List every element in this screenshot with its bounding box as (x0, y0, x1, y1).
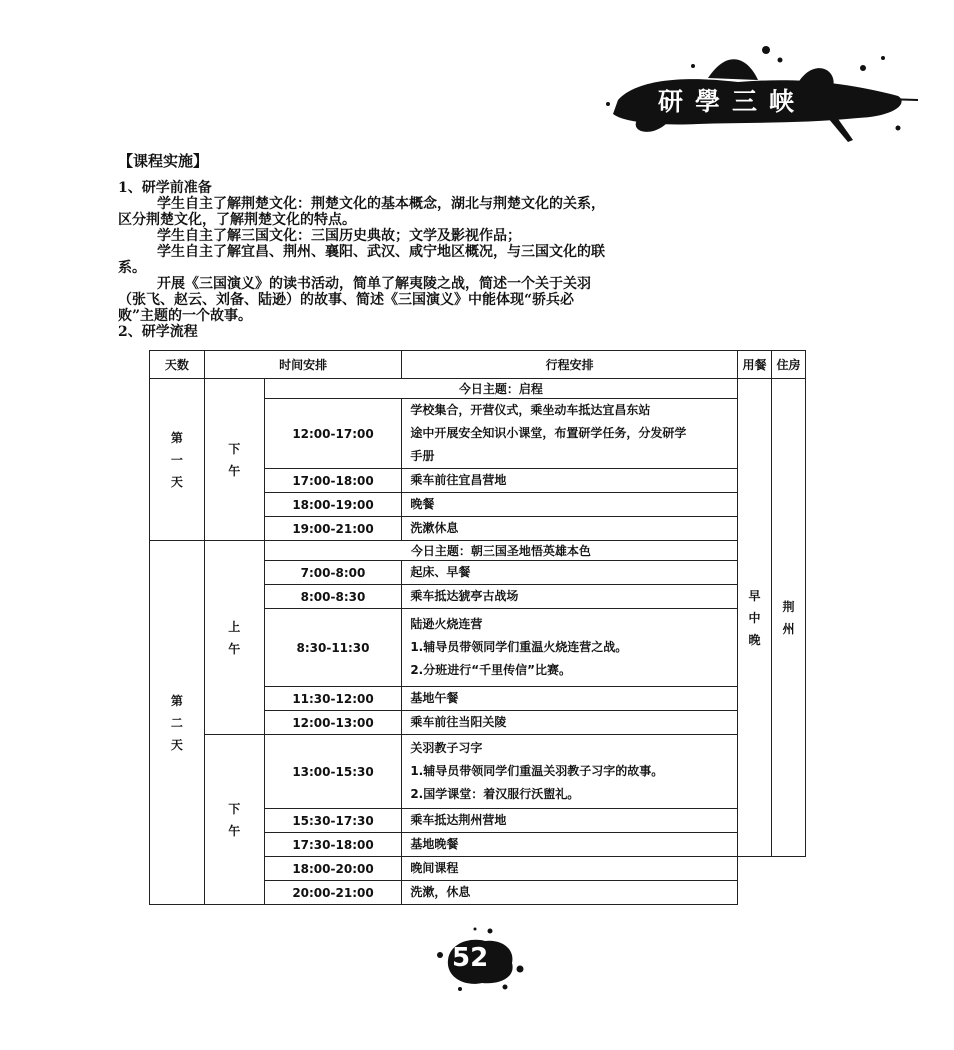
prep-line: 系。 (118, 260, 146, 276)
day2-label (150, 541, 205, 905)
header-day: 天数 (150, 351, 205, 379)
day2-afternoon-period (204, 735, 264, 905)
activity-line: 陆逊火烧连营 (410, 617, 483, 631)
day2-theme: 今日主题：朝三国圣地悟英雄本色 (264, 541, 737, 561)
prep-line: 学生自主了解荆楚文化：荆楚文化的基本概念，湖北与荆楚文化的关系， (157, 196, 605, 212)
meals-cell (738, 379, 772, 857)
header-meals: 用餐 (738, 351, 772, 379)
time-cell: 19:00-21:00 (264, 517, 402, 541)
activity-cell: 晚间课程 (402, 857, 738, 881)
activity-line: 关羽教子习字 (410, 741, 483, 755)
header-time: 时间安排 (204, 351, 401, 379)
brand-title: 研學三峡 (658, 87, 807, 116)
time-cell: 8:30-11:30 (264, 609, 402, 687)
brand-banner (598, 38, 928, 148)
day2-morning-period (204, 541, 264, 735)
meals-text: 早中晚 (748, 588, 761, 647)
prep-line: 学生自主了解宜昌、荆州、襄阳、武汉、咸宁地区概况，与三国文化的联 (157, 244, 605, 260)
schedule-table (149, 350, 806, 905)
lodging-text: 荆州 (782, 599, 795, 636)
day1-label-text: 第一天 (170, 430, 183, 489)
header-itinerary: 行程安排 (402, 351, 738, 379)
activity-line: 2.国学课堂：着汉服行沃盥礼。 (410, 787, 580, 801)
activity-line: 1.辅导员带领同学们重温关羽教子习字的故事。 (410, 764, 664, 778)
time-cell: 7:00-8:00 (264, 561, 402, 585)
lodging-cell (772, 379, 806, 857)
day2-label-text: 第二天 (170, 693, 183, 752)
day2-afternoon-text: 下午 (228, 801, 241, 838)
prep-line: 区分荆楚文化，了解荆楚文化的特点。 (118, 212, 356, 228)
prep-line: 开展《三国演义》的读书活动，简单了解夷陵之战，简述一个关于关羽 (157, 276, 591, 292)
activity-cell: 基地午餐 (402, 687, 738, 711)
table-row (150, 379, 806, 399)
time-cell: 18:00-19:00 (264, 493, 402, 517)
activity-line: 途中开展安全知识小课堂，布置研学任务，分发研学 (410, 426, 687, 440)
time-cell: 12:00-13:00 (264, 711, 402, 735)
table-header-row (150, 351, 806, 379)
time-cell: 11:30-12:00 (264, 687, 402, 711)
activity-cell: 基地晚餐 (402, 833, 738, 857)
section-title: 【课程实施】 (118, 152, 209, 170)
activity-cell: 洗漱，休息 (402, 881, 738, 905)
activity-cell: 洗漱休息 (402, 517, 738, 541)
activity-line: 手册 (410, 449, 435, 463)
table-row (150, 735, 806, 809)
activity-cell: 乘车抵达猇亭古战场 (402, 585, 738, 609)
activity-cell: 起床、早餐 (402, 561, 738, 585)
header-lodging: 住房 (772, 351, 806, 379)
activity-cell: 晚餐 (402, 493, 738, 517)
activity-line: 2.分班进行“千里传信”比赛。 (410, 663, 571, 677)
activity-cell: 乘车前往当阳关陵 (402, 711, 738, 735)
table-row (150, 541, 806, 561)
time-cell: 17:00-18:00 (264, 469, 402, 493)
time-cell: 18:00-20:00 (264, 857, 402, 881)
page-number (430, 925, 530, 995)
prep-heading: 1、研学前准备 (118, 180, 212, 196)
activity-cell (402, 609, 738, 687)
activity-cell: 乘车前往宜昌营地 (402, 469, 738, 493)
day1-period-text: 下午 (228, 441, 241, 478)
activity-cell (402, 399, 738, 423)
flow-heading: 2、研学流程 (118, 324, 198, 340)
time-cell: 17:30-18:00 (264, 833, 402, 857)
activity-cell (402, 422, 738, 469)
activity-cell: 乘车抵达荆州营地 (402, 809, 738, 833)
activity-line: 1.辅导员带领同学们重温火烧连营之战。 (410, 640, 628, 654)
time-cell: 20:00-21:00 (264, 881, 402, 905)
time-cell: 15:30-17:30 (264, 809, 402, 833)
day1-theme: 今日主题：启程 (264, 379, 737, 399)
activity-line: 学校集合，开营仪式，乘坐动车抵达宜昌东站 (410, 403, 651, 417)
time-cell: 8:00-8:30 (264, 585, 402, 609)
prep-line: 学生自主了解三国文化：三国历史典故；文学及影视作品； (157, 228, 521, 244)
time-cell: 13:00-15:30 (264, 735, 402, 809)
day1-label (150, 379, 205, 541)
day2-morning-text: 上午 (228, 619, 241, 656)
day1-period (204, 379, 264, 541)
page-number-text: 52 (452, 943, 489, 973)
prep-line: 败”主题的一个故事。 (118, 308, 253, 324)
time-cell: 12:00-17:00 (264, 399, 402, 469)
activity-cell (402, 735, 738, 809)
prep-line: （张飞、赵云、刘备、陆逊）的故事、简述《三国演义》中能体现“骄兵必 (118, 292, 575, 308)
